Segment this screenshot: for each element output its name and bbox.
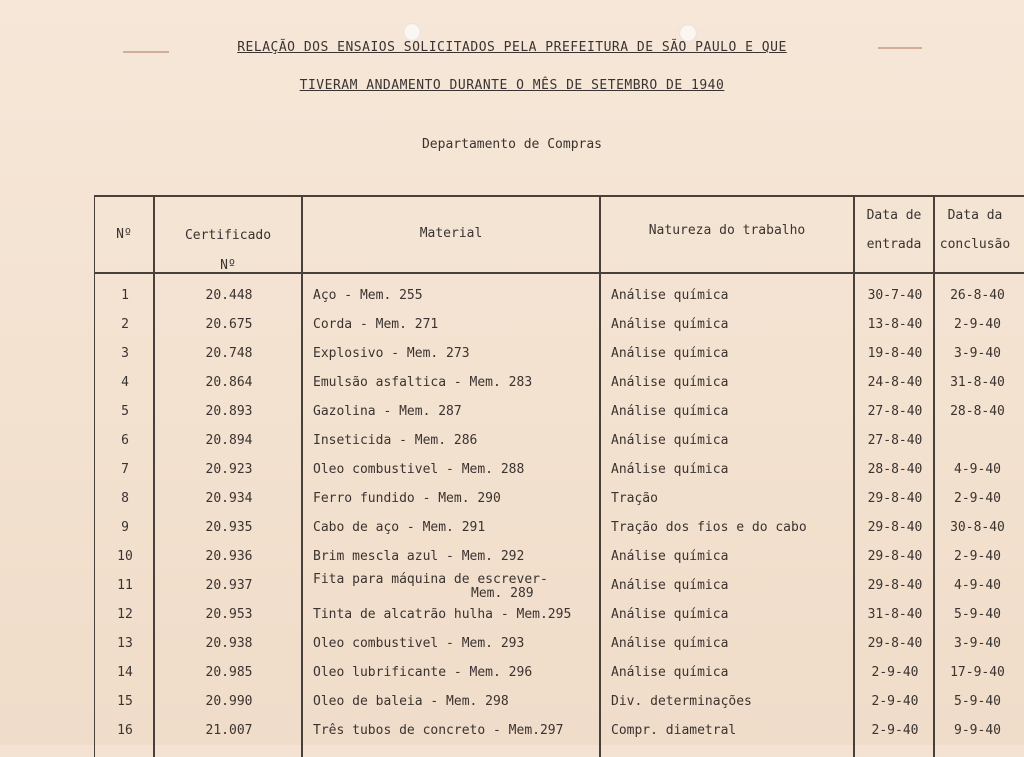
row-material: Três tubos de concreto - Mem.297 — [313, 723, 564, 738]
row-certificado: 20.748 — [205, 346, 253, 361]
row-number: 8 — [121, 491, 129, 506]
row-data-conclusao: 30-8-40 — [950, 520, 1005, 535]
table-row — [95, 600, 1024, 629]
row-data-entrada: 27-8-40 — [867, 404, 923, 419]
row-data-conclusao: 4-9-40 — [954, 462, 1001, 477]
row-material-line-1: Fita para máquina de escrever- — [313, 572, 548, 587]
row-material: Gazolina - Mem. 287 — [313, 404, 462, 419]
row-certificado: 20.893 — [205, 404, 253, 419]
row-data-conclusao: 3-9-40 — [954, 636, 1001, 651]
row-data-entrada: 2-9-40 — [871, 723, 919, 738]
row-data-conclusao: 5-9-40 — [954, 607, 1001, 622]
row-number: 7 — [121, 462, 129, 477]
row-certificado: 20.894 — [205, 433, 253, 448]
table-row — [95, 368, 1024, 397]
row-natureza: Análise química — [611, 636, 729, 651]
row-natureza: Tração dos fios e do cabo — [611, 520, 807, 535]
row-data-conclusao: 4-9-40 — [954, 578, 1001, 593]
row-natureza: Análise química — [611, 346, 729, 361]
row-certificado: 20.936 — [205, 549, 253, 564]
tests-table — [94, 195, 1024, 757]
row-material: Brim mescla azul - Mem. 292 — [313, 549, 525, 564]
row-material: Oleo combustivel - Mem. 293 — [313, 636, 525, 651]
header-data-conclusao-line2: conclusão — [939, 237, 1011, 252]
row-certificado: 21.007 — [205, 723, 253, 738]
table-row — [95, 426, 1024, 455]
row-certificado: 20.937 — [205, 578, 253, 593]
row-natureza: Análise química — [611, 404, 729, 419]
row-data-entrada: 24-8-40 — [867, 375, 923, 390]
row-number: 13 — [117, 636, 133, 651]
row-data-conclusao: 17-9-40 — [950, 665, 1005, 680]
row-certificado: 20.864 — [205, 375, 253, 390]
table-row — [95, 716, 1024, 745]
row-number: 1 — [121, 288, 129, 303]
table-row — [95, 455, 1024, 484]
document-title-line-2: TIVERAM ANDAMENTO DURANTE O MÊS DE SETEMBRO DE 1940 — [299, 78, 725, 93]
punch-hole-left — [403, 23, 421, 41]
row-material: Ferro fundido - Mem. 290 — [313, 491, 501, 506]
row-natureza: Análise química — [611, 607, 729, 622]
row-natureza: Análise química — [611, 317, 729, 332]
row-data-entrada: 29-8-40 — [867, 491, 923, 506]
row-data-conclusao: 28-8-40 — [950, 404, 1005, 419]
row-number: 16 — [117, 723, 133, 738]
row-certificado: 20.923 — [205, 462, 253, 477]
row-natureza: Div. determinações — [611, 694, 752, 709]
row-data-entrada: 29-8-40 — [867, 578, 923, 593]
row-data-conclusao: 9-9-40 — [954, 723, 1001, 738]
row-data-entrada: 28-8-40 — [867, 462, 923, 477]
row-data-entrada: 29-8-40 — [867, 520, 923, 535]
row-number: 9 — [121, 520, 129, 535]
table-row — [95, 281, 1024, 310]
row-material: Inseticida - Mem. 286 — [313, 433, 478, 448]
row-number: 5 — [121, 404, 129, 419]
row-material: Oleo de baleia - Mem. 298 — [313, 694, 509, 709]
table-row — [95, 687, 1024, 716]
row-material: Emulsão asfaltica - Mem. 283 — [313, 375, 533, 390]
row-material: Cabo de aço - Mem. 291 — [313, 520, 486, 535]
table-row — [95, 310, 1024, 339]
row-certificado: 20.985 — [205, 665, 253, 680]
header-certificado-n: Nº — [220, 258, 236, 273]
department-heading: Departamento de Compras — [421, 137, 602, 152]
row-number: 2 — [121, 317, 129, 332]
row-data-entrada: 29-8-40 — [867, 549, 923, 564]
row-data-entrada: 2-9-40 — [871, 694, 919, 709]
table-row — [95, 513, 1024, 542]
row-number: 14 — [117, 665, 133, 680]
header-data-entrada-line1: Data de — [866, 208, 922, 223]
row-data-conclusao: 5-9-40 — [954, 694, 1001, 709]
row-natureza: Análise química — [611, 462, 729, 477]
row-certificado: 20.675 — [205, 317, 253, 332]
row-data-entrada: 19-8-40 — [867, 346, 923, 361]
table-row — [95, 658, 1024, 687]
row-data-entrada: 2-9-40 — [871, 665, 919, 680]
row-number: 10 — [117, 549, 133, 564]
header-data-conclusao-line1: Data da — [947, 208, 1003, 223]
row-certificado: 20.934 — [205, 491, 253, 506]
header-certificado: Certificado — [184, 228, 272, 243]
row-number: 4 — [121, 375, 129, 390]
row-data-conclusao: 2-9-40 — [954, 549, 1001, 564]
row-number: 3 — [121, 346, 129, 361]
row-data-conclusao: 3-9-40 — [954, 346, 1001, 361]
row-material-line-2: Mem. 289 — [471, 586, 534, 601]
row-certificado: 20.990 — [205, 694, 253, 709]
row-data-entrada: 31-8-40 — [867, 607, 923, 622]
row-natureza: Análise química — [611, 665, 729, 680]
row-natureza: Análise química — [611, 578, 729, 593]
table-row — [95, 339, 1024, 368]
row-natureza: Análise química — [611, 549, 729, 564]
row-number: 11 — [117, 578, 133, 593]
row-data-conclusao: 2-9-40 — [954, 317, 1001, 332]
table-row — [95, 571, 1024, 600]
row-data-entrada: 30-7-40 — [867, 288, 923, 303]
header-n: Nº — [116, 227, 132, 242]
row-data-conclusao: 31-8-40 — [950, 375, 1005, 390]
row-data-conclusao: 2-9-40 — [954, 491, 1001, 506]
row-certificado: 20.953 — [205, 607, 253, 622]
row-data-conclusao: 26-8-40 — [950, 288, 1005, 303]
row-natureza: Análise química — [611, 375, 729, 390]
table-row — [95, 397, 1024, 426]
table-row — [95, 542, 1024, 571]
document-title-line-1: RELAÇÃO DOS ENSAIOS SOLICITADOS PELA PREFEITURA DE SÃO PAULO E QUE — [237, 40, 787, 55]
table-row — [95, 629, 1024, 658]
row-natureza: Análise química — [611, 288, 729, 303]
row-material: Oleo combustivel - Mem. 288 — [313, 462, 525, 477]
row-data-entrada: 29-8-40 — [867, 636, 923, 651]
row-certificado: 20.938 — [205, 636, 253, 651]
row-material: Oleo lubrificante - Mem. 296 — [313, 665, 533, 680]
row-number: 6 — [121, 433, 129, 448]
row-material: Corda - Mem. 271 — [313, 317, 439, 332]
header-natureza: Natureza do trabalho — [648, 223, 806, 238]
row-data-entrada: 13-8-40 — [867, 317, 923, 332]
row-number: 12 — [117, 607, 133, 622]
row-material: Tinta de alcatrão hulha - Mem.295 — [313, 607, 572, 622]
row-material: Aço - Mem. 255 — [313, 288, 423, 303]
row-certificado: 20.448 — [205, 288, 253, 303]
row-certificado: 20.935 — [205, 520, 253, 535]
row-number: 15 — [117, 694, 133, 709]
header-data-entrada-line2: entrada — [866, 237, 922, 252]
header-material: Material — [419, 226, 483, 241]
row-material: Explosivo - Mem. 273 — [313, 346, 470, 361]
row-data-entrada: 27-8-40 — [867, 433, 923, 448]
table-row — [95, 484, 1024, 513]
row-natureza: Análise química — [611, 433, 729, 448]
row-natureza: Tração — [611, 491, 658, 506]
row-material — [313, 571, 608, 601]
row-natureza: Compr. diametral — [611, 723, 737, 738]
